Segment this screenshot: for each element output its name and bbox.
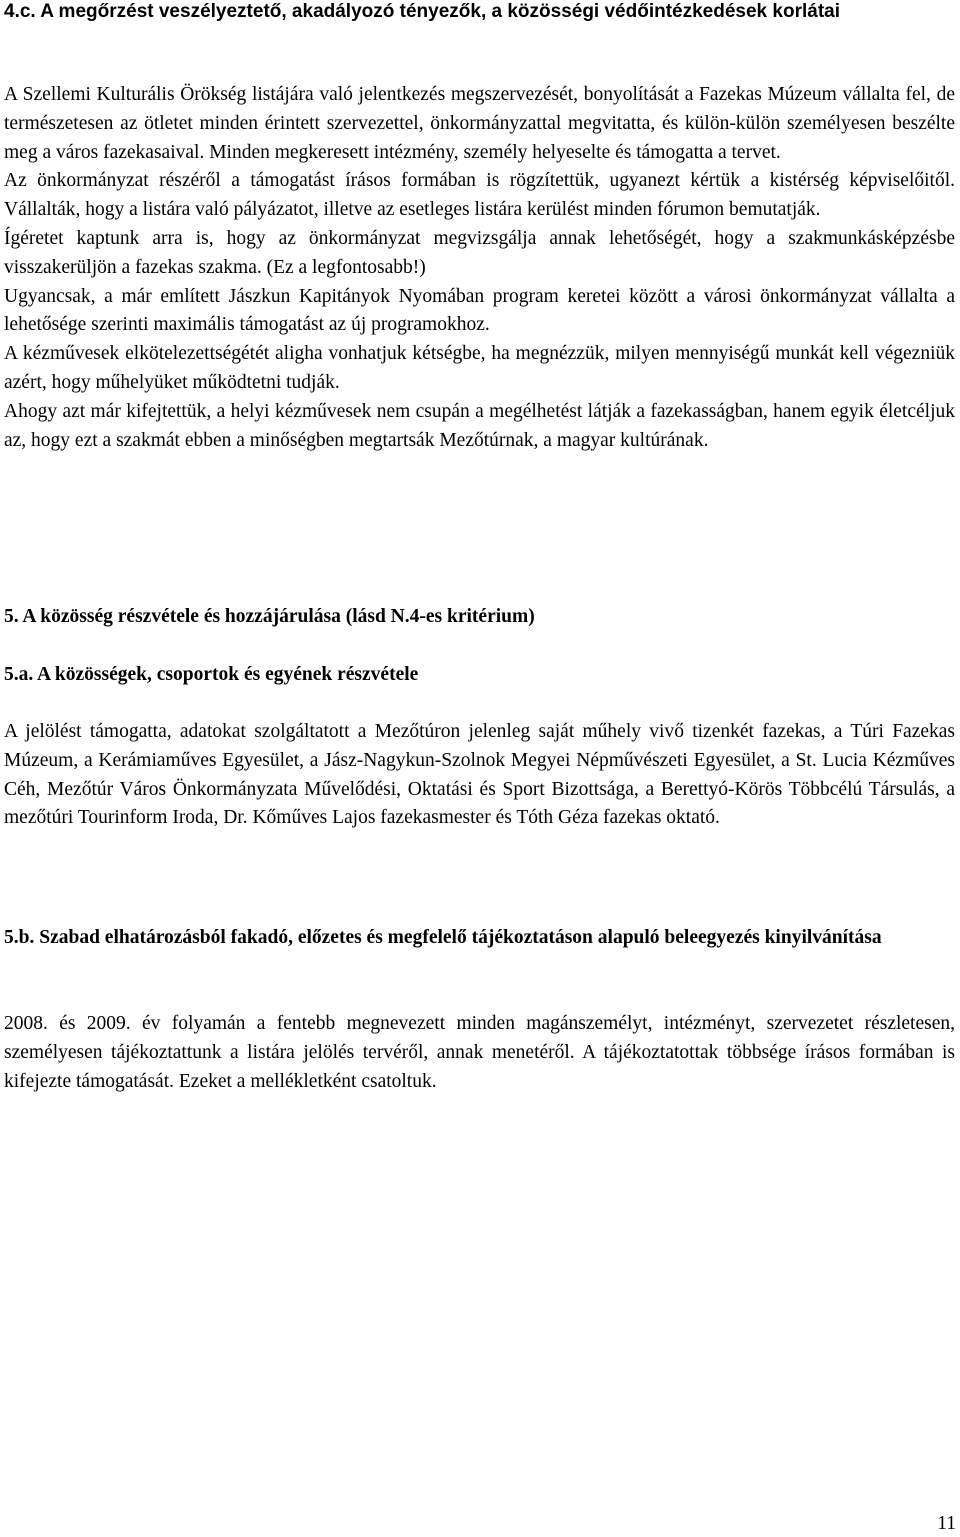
paragraph: A kézművesek elkötelezettségétét aligha vonhatjuk kétségbe, ha megnézzük, milyen mennyiségű munkát kell végezniük azért, hogy műhelyüket működtetni tudják. [4,343,955,393]
section-5b-paragraph: 2008. és 2009. év folyamán a fentebb megnevezett minden magánszemélyt, intézményt, szervezetet részletesen, személyesen tájékoztattunk a listára jelölés tervéről, annak menetéről. A tájékoztatottak többsége írásos formában is kifejezte támogatását. Ezeket a mellékletként csatoltuk. [4,1013,955,1092]
section-4c-heading: 4.c. A megőrzést veszélyeztető, akadályozó tényezők, a közösségi védőintézkedések korlátai [4,1,840,22]
paragraph: A Szellemi Kulturális Örökség listájára való jelentkezés megszervezését, bonyolítását a Fazekas Múzeum vállalta fel, de természetesen az ötletet minden érintett szervezettel, önkormányzattal megvitatta, és külön-külön személyesen beszélte meg a város fazekasaival. Minden megkeresett intézmény, személy helyeselte és támogatta a tervet. [4,84,955,163]
section-4c-body [4,81,955,455]
paragraph: Ahogy azt már kifejtettük, a helyi kézművesek nem csupán a megélhetést látják a fazekasságban, hanem egyik életcéljuk az, hogy ezt a szakmát ebben a minőségben megtartsák Mezőtúrnak, a magyar kultúrának. [4,400,955,451]
paragraph: Az önkormányzat részéről a támogatást írásos formában is rögzítettük, ugyanezt kértük a kistérség képviselőitől. Vállalták, hogy a listára való pályázatot, illetve az esetleges listára kerülést minden fórumon bemutatják. [4,170,955,221]
section-5b-heading: 5.b. Szabad elhatározásból fakadó, előzetes és megfelelő tájékoztatáson alapuló beleegyezés kinyilvánítása [4,927,882,948]
section-5a-heading: 5.a. A közösségek, csoportok és egyének részvétele [4,664,419,685]
paragraph: Ígéretet kaptunk arra is, hogy az önkormányzat megvizsgálja annak lehetőségét, hogy a szakmunkásképzésbe visszakerüljön a fazekas szakma. (Ez a legfontosabb!) [4,227,955,278]
page-number: 11 [937,1513,956,1534]
section-5-heading: 5. A közösség részvétele és hozzájárulása (lásd N.4-es kritérium) [4,606,535,627]
section-5a-paragraph: A jelölést támogatta, adatokat szolgáltatott a Mezőtúron jelenleg saját műhely vivő tizenkét fazekas, a Túri Fazekas Múzeum, a Kerámiaműves Egyesület, a Jász-Nagykun-Szolnok Megyei Népművészeti Egyesület, a St. Lucia Kézműves Céh, Mezőtúr Város Önkormányzata Művelődési, Oktatási és Sport Bizottsága, a Berettyó-Körös Többcélú Társulás, a mezőtúri Tourinform Iroda, Dr. Kőműves Lajos fazekasmester és Tóth Géza fazekas oktató. [4,721,955,829]
paragraph: Ugyancsak, a már említett Jászkun Kapitányok Nyomában program keretei között a városi önkormányzat vállalta a lehetősége szerinti maximális támogatást az új programokhoz. [4,285,955,336]
